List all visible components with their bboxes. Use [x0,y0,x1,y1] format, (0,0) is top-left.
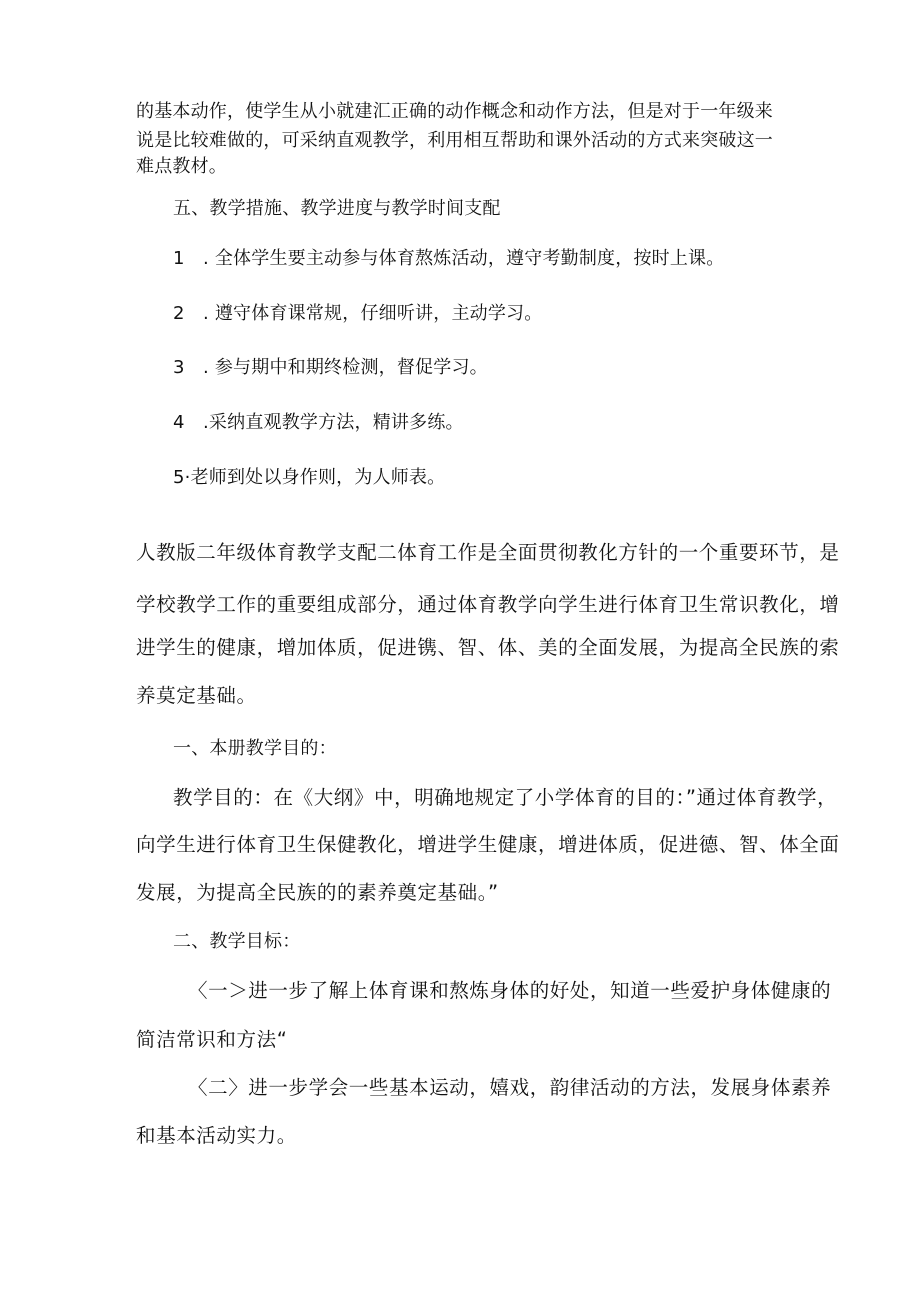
list-item-text: . 遵守体育课常规，仔细听讲，主动学习。 [203,303,543,324]
paragraph-line: 发展，为提高全民族的的素养奠定基础。” [136,881,499,904]
list-item [173,412,464,434]
list-item [173,357,488,379]
paragraph-line: 向学生进行体育卫生保健教化，增进学生健康，增进体质，促进德、智、体全面 [136,833,840,856]
list-item-text: . 参与期中和期终检测，督促学习。 [203,357,488,378]
paragraph-line: 进学生的健康，增加体质，促进镌、智、体、美的全面发展，为提高全民族的索 [136,636,840,659]
section-heading: 二、教学目标： [173,931,301,952]
list-item [173,303,542,325]
paragraph-line: 养莫定基础。 [136,684,257,707]
section-heading: 一、本册教学目的： [173,738,337,759]
paragraph-line: 的基本动作，使学生从小就建汇正确的动作概念和动作方法，但是对于一年级来 [136,101,773,122]
paragraph-line: 教学目的：在《大纲》中，明确地规定了小学体育的目的：”通过体育教学， [173,786,838,809]
paragraph-line: 简洁常识和方法“ [136,1028,288,1051]
list-item-number: 3 [173,357,185,378]
list-item-number: 2 [173,303,185,324]
list-item [173,248,724,270]
list-item: 5·老师到处以身作则，为人师表。 [173,467,446,488]
list-item-text: .采纳直观教学方法，精讲多练。 [203,412,464,433]
paragraph-line: 人教版二年级体育教学支配二体育工作是全面贯彻教化方针的一个重要环节，是 [136,541,840,564]
list-item-text: . 全体学生要主动参与体育熬炼活动，遵守考勤制度，按时上课。 [203,248,725,269]
paragraph-line: 〈二〉进一步学会一些基本运动，嬉戏，韵律活动的方法，发展身体素养 [188,1076,832,1099]
paragraph-line: 难点教材。 [136,156,227,177]
paragraph-line: 学校教学工作的重要组成部分，通过体育教学向学生进行体育卫生常识教化，增 [136,593,840,616]
list-item-number: 4 [173,412,185,433]
list-item-number: 1 [173,248,185,269]
paragraph-line: 和基本活动实力。 [136,1124,297,1147]
section-heading: 五、教学措施、教学进度与教学时间支配 [173,198,501,219]
paragraph-line: 说是比较难做的，可采纳直观教学，利用相互帮助和课外活动的方式来突破这一 [136,130,773,151]
paragraph-line: 〈一＞进一步了解上体育课和熬炼身体的好处，知道一些爱护身体健康的 [188,979,832,1002]
